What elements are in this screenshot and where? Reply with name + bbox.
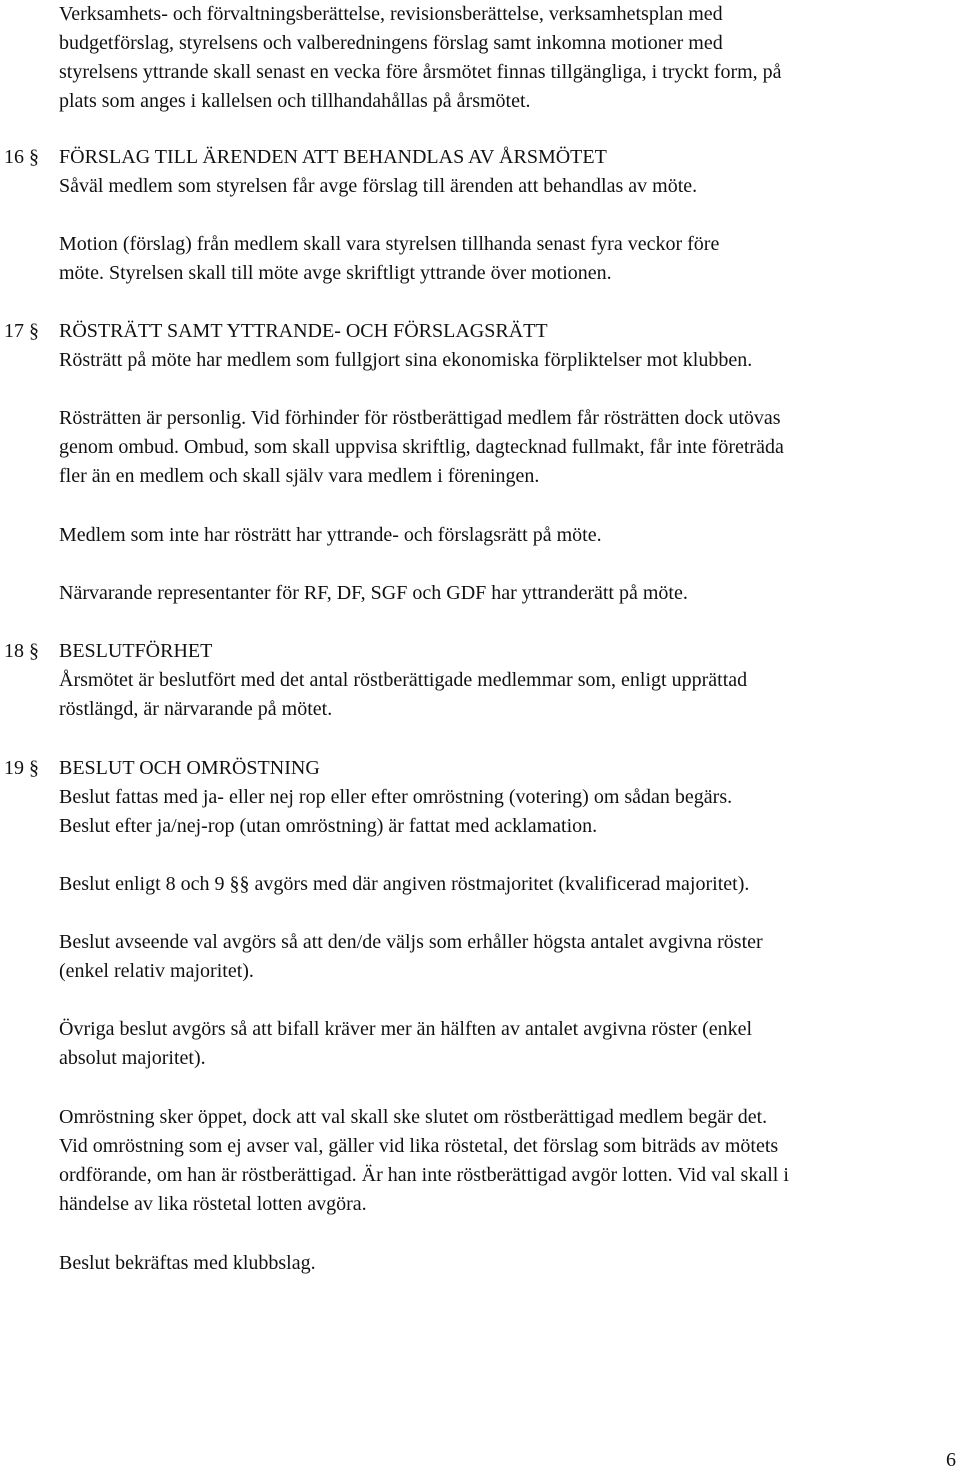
paragraph-line: Beslut enligt 8 och 9 §§ avgörs med där angiven röstmajoritet (kvalificerad majoritet). — [59, 873, 750, 895]
section-paragraph — [59, 1103, 957, 1219]
paragraph-line: Övriga beslut avgörs så att bifall kräver mer än hälften av antalet avgivna röster (enkel — [59, 1018, 753, 1040]
paragraph-line: Medlem som inte har rösträtt har yttrande- och förslagsrätt på möte. — [59, 524, 602, 546]
paragraph-line: Beslut avseende val avgörs så att den/de väljs som erhåller högsta antalet avgivna röster — [59, 931, 763, 953]
paragraph-line: Närvarande representanter för RF, DF, SGF och GDF har yttranderätt på möte. — [59, 582, 688, 604]
section-paragraph — [59, 783, 957, 841]
section-number: 19 § — [4, 757, 39, 779]
paragraph-line: Rösträtt på möte har medlem som fullgjort sina ekonomiska förpliktelser mot klubben. — [59, 349, 753, 371]
section-number: 16 § — [4, 146, 39, 168]
section-number: 18 § — [4, 640, 39, 662]
section-title: FÖRSLAG TILL ÄRENDEN ATT BEHANDLAS AV ÅRSMÖTET — [59, 146, 607, 168]
section-paragraph — [59, 579, 957, 608]
paragraph-line: Beslut fattas med ja- eller nej rop eller efter omröstning (votering) om sådan begärs. — [59, 786, 733, 808]
paragraph-line: ordförande, om han är röstberättigad. Är han inte röstberättigad avgör lotten. Vid val skall i — [59, 1164, 789, 1186]
page-number: 6 — [946, 1449, 956, 1471]
intro-line: plats som anges i kallelsen och tillhandahållas på årsmötet. — [59, 90, 531, 112]
section-paragraph — [59, 172, 957, 201]
section-title: BESLUTFÖRHET — [59, 640, 213, 662]
paragraph-line: (enkel relativ majoritet). — [59, 960, 254, 982]
paragraph-line: genom ombud. Ombud, som skall uppvisa skriftlig, dagtecknad fullmakt, får inte företräda — [59, 436, 784, 458]
section-paragraph — [59, 1249, 957, 1278]
intro-line: Verksamhets- och förvaltningsberättelse, revisionsberättelse, verksamhetsplan med — [59, 3, 723, 25]
paragraph-line: Vid omröstning som ej avser val, gäller vid lika röstetal, det förslag som biträds av mötets — [59, 1135, 779, 1157]
paragraph-line: Motion (förslag) från medlem skall vara styrelsen tillhanda senast fyra veckor före — [59, 233, 720, 255]
intro-paragraph — [59, 0, 957, 116]
intro-line: styrelsens yttrande skall senast en vecka före årsmötet finnas tillgängliga, i tryckt form, på — [59, 61, 782, 83]
section-number: 17 § — [4, 320, 39, 342]
paragraph-line: Rösträtten är personlig. Vid förhinder för röstberättigad medlem får rösträtten dock utövas — [59, 407, 781, 429]
paragraph-line: absolut majoritet). — [59, 1047, 206, 1069]
section-paragraph — [59, 346, 957, 375]
paragraph-line: Beslut bekräftas med klubbslag. — [59, 1252, 316, 1274]
paragraph-line: möte. Styrelsen skall till möte avge skriftligt yttrande över motionen. — [59, 262, 612, 284]
section-title: BESLUT OCH OMRÖSTNING — [59, 757, 320, 779]
paragraph-line: röstlängd, är närvarande på mötet. — [59, 698, 333, 720]
section-paragraph — [59, 230, 957, 288]
section-paragraph — [59, 1015, 957, 1073]
section-paragraph — [59, 870, 957, 899]
section-paragraph — [59, 521, 957, 550]
section-paragraph — [59, 404, 957, 491]
section-paragraph — [59, 928, 957, 986]
paragraph-line: Omröstning sker öppet, dock att val skall ske slutet om röstberättigad medlem begär det. — [59, 1106, 768, 1128]
paragraph-line: fler än en medlem och skall själv vara medlem i föreningen. — [59, 465, 540, 487]
intro-line: budgetförslag, styrelsens och valberedningens förslag samt inkomna motioner med — [59, 32, 723, 54]
paragraph-line: händelse av lika röstetal lotten avgöra. — [59, 1193, 367, 1215]
section-paragraph — [59, 666, 957, 724]
paragraph-line: Beslut efter ja/nej-rop (utan omröstning) är fattat med acklamation. — [59, 815, 598, 837]
paragraph-line: Såväl medlem som styrelsen får avge förslag till ärenden att behandlas av möte. — [59, 175, 698, 197]
paragraph-line: Årsmötet är beslutfört med det antal röstberättigade medlemmar som, enligt upprättad — [59, 669, 748, 691]
section-title: RÖSTRÄTT SAMT YTTRANDE- OCH FÖRSLAGSRÄTT — [59, 320, 548, 342]
